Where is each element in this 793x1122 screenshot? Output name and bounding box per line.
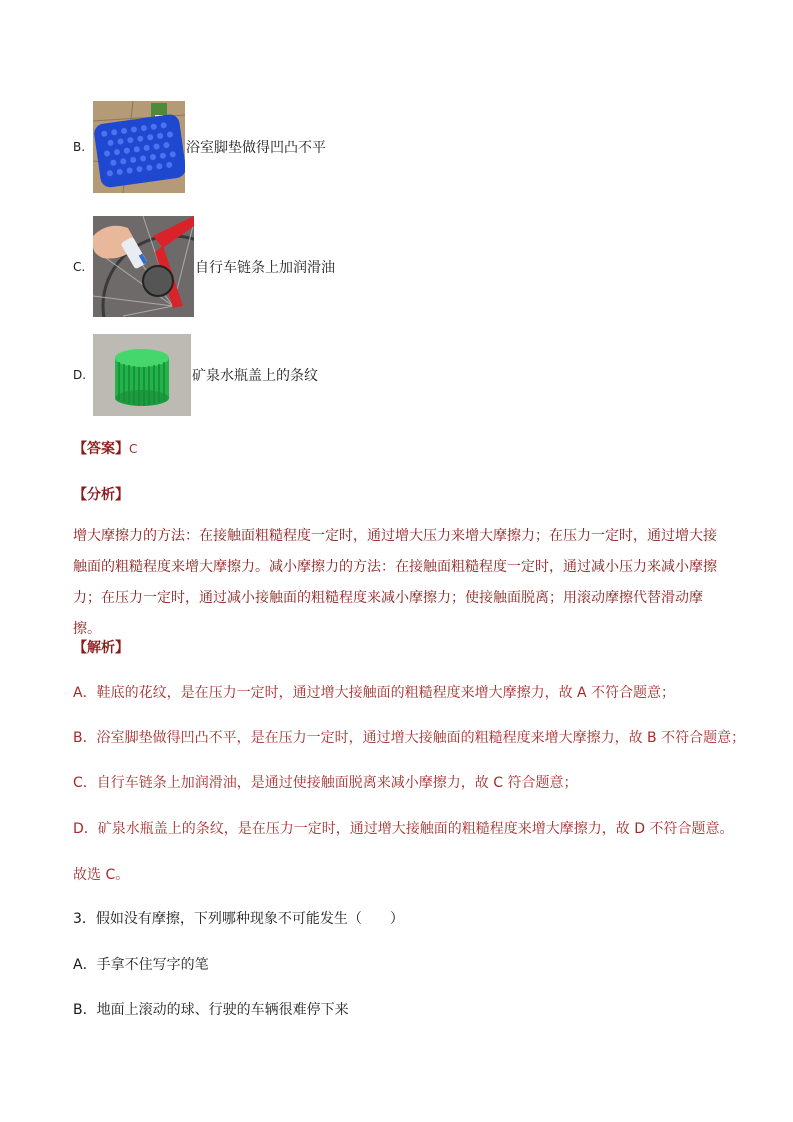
analysis-line: 力；在压力一定时，通过减小接触面的粗糙程度来减小摩擦力；使接触面脱离；用滚动摩擦代替滑动摩擦。 (73, 590, 703, 637)
analysis-tag: 【分析】 (73, 487, 129, 503)
bottle-cap-image (93, 334, 191, 416)
option-c (73, 216, 335, 317)
answer-tag: 【答案】 (73, 441, 129, 457)
analysis-line: 触面的粗糙程度来增大摩擦力。减小摩擦力的方法：在接触面粗糙程度一定时，通过减小压力来减小摩擦 (73, 559, 717, 575)
analysis-paragraph (73, 521, 723, 645)
bottle-cap-illustration (93, 334, 191, 416)
explanation-a: A．鞋底的花纹，是在压力一定时，通过增大接触面的粗糙程度来增大摩擦力，故 A 不符合题意； (73, 685, 676, 701)
explanation-c: C．自行车链条上加润滑油，是通过使接触面脱离来减小摩擦力，故 C 符合题意； (73, 775, 578, 791)
analysis-line: 增大摩擦力的方法：在接触面粗糙程度一定时，通过增大压力来增大摩擦力；在压力一定时，通过增大接 (73, 528, 717, 544)
conclusion: 故选 C。 (73, 867, 130, 883)
analysis-tag-line (73, 484, 129, 504)
option-letter: C. (73, 259, 86, 274)
question-3-stem: 3．假如没有摩擦，下列哪种现象不可能发生（ ） (73, 911, 404, 927)
bath-mat-illustration (93, 101, 185, 193)
option-text: 矿泉水瓶盖上的条纹 (192, 368, 318, 384)
answer-line (73, 438, 137, 458)
option-letter: B. (73, 140, 86, 154)
option-text: 浴室脚垫做得凹凸不平 (186, 140, 326, 156)
explanation-d: D．矿泉水瓶盖上的条纹，是在压力一定时，通过增大接触面的粗糙程度来增大摩擦力，故 D 不符合题意。 (73, 821, 734, 837)
question-3-option-b: B．地面上滚动的球、行驶的车辆很难停下来 (73, 1002, 349, 1018)
explanation-tag-line (73, 637, 129, 657)
option-b (73, 101, 326, 193)
answer-value: C (129, 442, 138, 456)
option-d (73, 334, 318, 416)
bicycle-chain-illustration (93, 216, 194, 317)
bath-mat-image (93, 101, 185, 193)
option-text: 自行车链条上加润滑油 (195, 259, 335, 276)
option-letter: D. (73, 368, 87, 382)
bicycle-chain-image (93, 216, 194, 317)
explanation-tag: 【解析】 (73, 640, 129, 656)
explanation-b: B．浴室脚垫做得凹凸不平，是在压力一定时，通过增大接触面的粗糙程度来增大摩擦力，故 B 不符合题意； (73, 730, 746, 746)
question-3-option-a: A．手拿不住写字的笔 (73, 957, 209, 973)
